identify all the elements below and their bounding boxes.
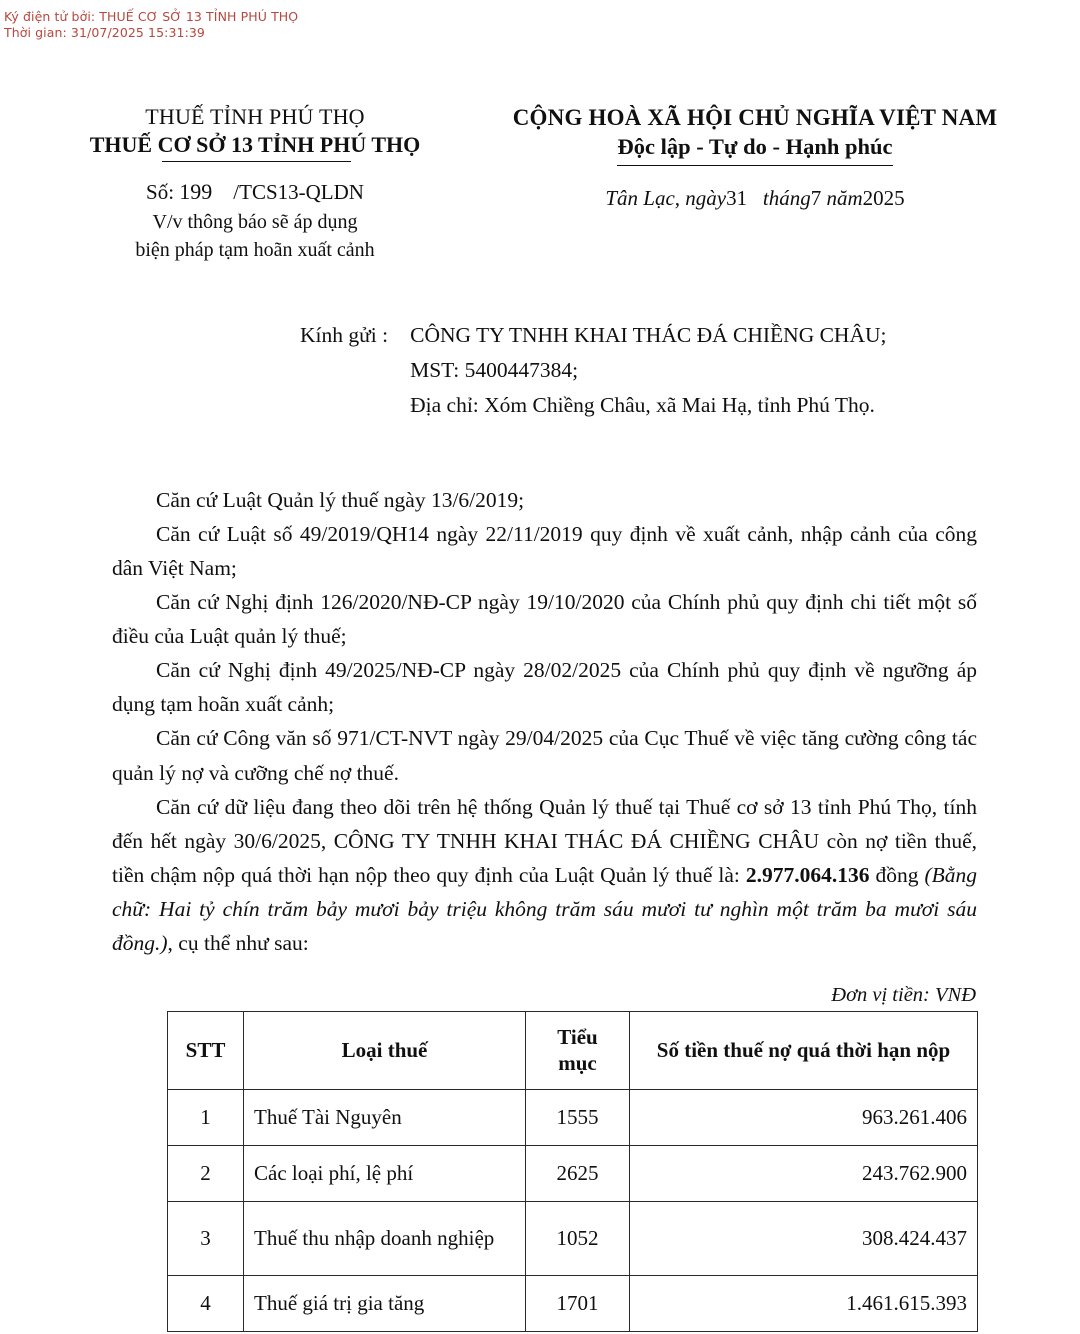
document-number-line	[40, 178, 470, 207]
document-body	[112, 483, 977, 960]
document-subject-line-1: V/v thông báo sẽ áp dụng	[152, 210, 358, 233]
legal-basis-paragraph-5: Căn cứ Công văn số 971/CT-NVT ngày 29/04/2025 của Cục Thuế về việc tăng cường công tác quản lý nợ và cưỡng chế nợ thuế.	[112, 726, 977, 785]
recipient-address: Địa chỉ: Xóm Chiềng Châu, xã Mai Hạ, tỉnh Phú Thọ.	[410, 392, 875, 417]
header-left-block	[0, 104, 470, 263]
cell-amount: 963.261.406	[630, 1090, 978, 1146]
column-header-type: Loại thuế	[244, 1012, 526, 1090]
issuing-authority-parent: THUẾ TỈNH PHÚ THỌ	[145, 104, 365, 129]
debt-summary-currency-word: đồng	[869, 862, 925, 887]
header-right-block	[470, 104, 1080, 211]
column-header-code: Tiểu mục	[526, 1012, 630, 1090]
issue-place: Tân Lạc, ngày	[605, 186, 727, 211]
cell-amount: 308.424.437	[630, 1202, 978, 1276]
cell-code: 1555	[526, 1090, 630, 1146]
debt-summary-text-tail: , cụ thể như sau:	[167, 930, 309, 955]
cell-stt: 2	[168, 1146, 244, 1202]
signature-timestamp: Thời gian: 31/07/2025 15:31:39	[4, 25, 205, 40]
table-header-row	[168, 1012, 978, 1090]
debt-summary-paragraph	[112, 790, 977, 960]
issue-day: 31	[726, 186, 748, 211]
document-number-suffix: /TCS13-QLDN	[233, 180, 364, 205]
recipient-block	[300, 318, 887, 422]
cell-stt: 3	[168, 1202, 244, 1276]
column-header-amount: Số tiền thuế nợ quá thời hạn nộp	[630, 1012, 978, 1090]
document-number-spacer	[212, 180, 233, 204]
recipient-details	[410, 318, 886, 422]
issuing-authority-name: THUẾ CƠ SỞ 13 TỈNH PHÚ THỌ	[90, 131, 420, 161]
recipient-tax-code: MST: 5400447384;	[410, 357, 579, 382]
cell-stt: 1	[168, 1090, 244, 1146]
total-debt-amount-in-words: (Bằng chữ: Hai tỷ chín trăm bảy mươi bảy triệu không trăm sáu mươi tư nghìn một trăm ba mươi sáu đồng.)	[112, 862, 977, 955]
document-number-value: 199	[179, 179, 213, 205]
recipient-label: Kính gửi :	[300, 323, 389, 347]
currency-unit-note: Đơn vị tiền: VNĐ	[831, 984, 976, 1006]
cell-stt: 4	[168, 1276, 244, 1332]
cell-type: Thuế thu nhập doanh nghiệp	[244, 1202, 526, 1276]
recipient-company-name: CÔNG TY TNHH KHAI THÁC ĐÁ CHIỀNG CHÂU;	[410, 323, 887, 347]
document-header	[0, 104, 1080, 263]
issue-year: 2025	[862, 186, 905, 211]
table-row	[168, 1276, 978, 1332]
month-label: tháng	[762, 186, 811, 211]
legal-basis-paragraph-2: Căn cứ Luật số 49/2019/QH14 ngày 22/11/2019 quy định về xuất cảnh, nhập cảnh của công dân Việt Nam;	[112, 522, 977, 581]
legal-basis-paragraph-1: Căn cứ Luật Quản lý thuế ngày 13/6/2019;	[156, 488, 525, 512]
column-header-stt: STT	[168, 1012, 244, 1090]
digital-signature-stamp	[4, 9, 298, 41]
debt-summary-text-lead: Căn cứ dữ liệu đang theo dõi trên hệ thống Quản lý thuế tại Thuế cơ sở 13 tỉnh Phú Thọ, tính đến hết ngày 30/6/2025, CÔNG TY TNHH KHAI THÁC ĐÁ CHIỀNG CHÂU còn nợ tiền thuế, tiền chậm nộp quá thời hạn nộp theo quy định của Luật Quản lý thuế là:	[112, 794, 977, 887]
country-name: CỘNG HOÀ XÃ HỘI CHỦ NGHĨA VIỆT NAM	[512, 105, 998, 130]
document-number-colon: :	[168, 180, 180, 205]
cell-type: Các loại phí, lệ phí	[244, 1146, 526, 1202]
signature-signed-by: Ký điện tử bởi: THUẾ CƠ SỞ 13 TỈNH PHÚ THỌ	[4, 9, 299, 24]
cell-amount: 1.461.615.393	[630, 1276, 978, 1332]
table-row	[168, 1090, 978, 1146]
table-row	[168, 1146, 978, 1202]
date-spacer-1	[747, 186, 763, 210]
legal-basis-paragraph-4: Căn cứ Nghị định 49/2025/NĐ-CP ngày 28/02/2025 của Chính phủ quy định về ngưỡng áp dụng tạm hoãn xuất cảnh;	[112, 658, 977, 717]
legal-basis-paragraph-3: Căn cứ Nghị định 126/2020/NĐ-CP ngày 19/10/2020 của Chính phủ quy định chi tiết một số điều của Luật quản lý thuế;	[112, 590, 977, 649]
total-debt-amount: 2.977.064.136	[745, 862, 870, 887]
document-number-label: Số	[146, 180, 169, 205]
year-label: năm	[826, 186, 863, 211]
cell-amount: 243.762.900	[630, 1146, 978, 1202]
place-and-date-line	[470, 186, 1040, 211]
issue-month: 7	[810, 186, 822, 211]
cell-code: 2625	[526, 1146, 630, 1202]
document-subject-line-2: biện pháp tạm hoãn xuất cảnh	[135, 239, 375, 262]
tax-debt-table	[167, 1011, 978, 1332]
national-motto: Độc lập - Tự do - Hạnh phúc	[617, 133, 892, 165]
cell-code: 1052	[526, 1202, 630, 1276]
cell-code: 1701	[526, 1276, 630, 1332]
cell-type: Thuế giá trị gia tăng	[244, 1276, 526, 1332]
cell-type: Thuế Tài Nguyên	[244, 1090, 526, 1146]
table-row	[168, 1202, 978, 1276]
